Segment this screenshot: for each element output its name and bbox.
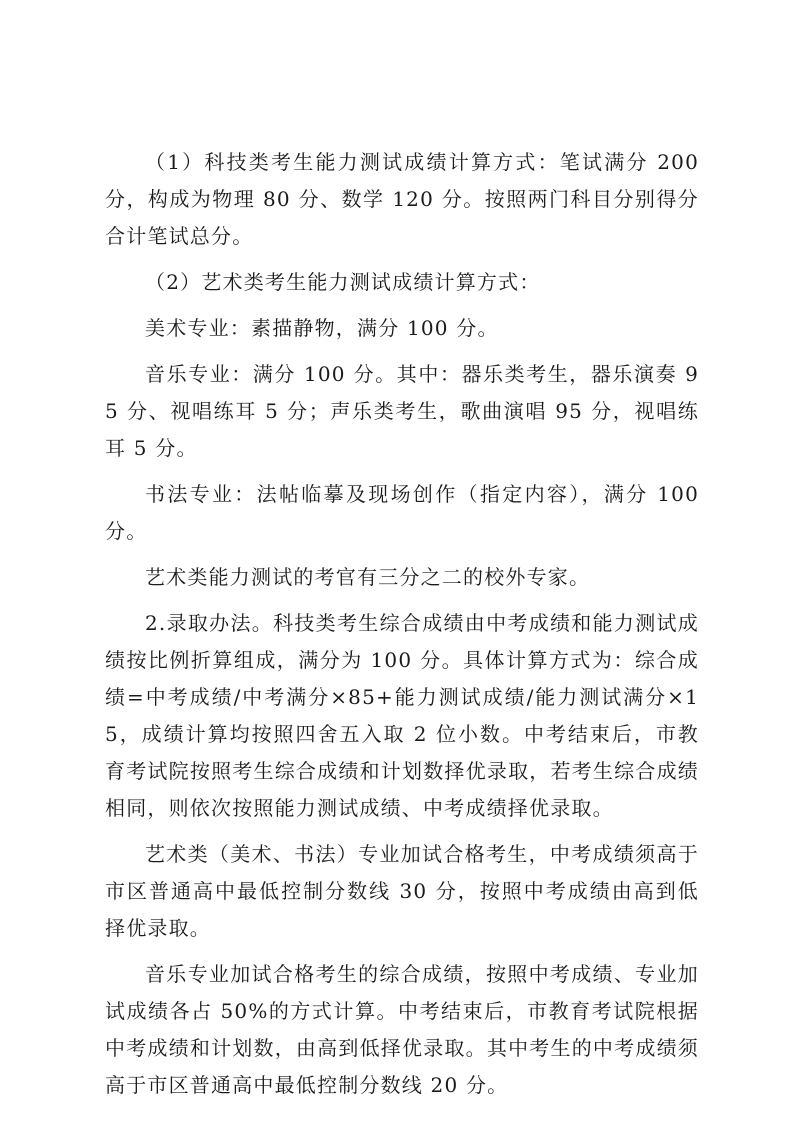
paragraph-examiners: 艺术类能力测试的考官有三分之二的校外专家。 (145, 565, 591, 589)
paragraph-art-score-heading: （2）艺术类考生能力测试成绩计算方式： (145, 270, 541, 294)
paragraph-music: 音乐专业：满分 100 分。其中：器乐类考生，器乐演奏 95 分、视唱练耳 5 分；声乐类考生，歌曲演唱 95 分，视唱练耳 5 分。 (105, 362, 699, 460)
paragraph-admission-method: 2.录取办法。科技类考生综合成绩由中考成绩和能力测试成绩按比例折算组成，满分为 100 分。具体计算方式为：综合成绩=中考成绩/中考满分×85+能力测试成绩/能力测试满分×15，成绩计算均按照四舍五入取 2 位小数。中考结束后，市教育考试院按照考生综合成绩和计划数择优录取，若考生综合成绩相同，则依次按照能力测试成绩、中考成绩择优录取。 (105, 611, 699, 820)
paragraph-fine-arts: 美术专业：素描静物，满分 100 分。 (145, 316, 499, 340)
paragraph-calligraphy: 书法专业：法帖临摹及现场创作（指定内容），满分 100 分。 (105, 482, 699, 543)
paragraph-music-admission: 音乐专业加试合格考生的综合成绩，按照中考成绩、专业加试成绩各占 50%的方式计算。中考结束后，市教育考试院根据中考成绩和计划数，由高到低择优录取。其中考生的中考成绩须高于市区普通高中最低控制分数线 20 分。 (105, 962, 699, 1097)
paragraph-art-admission: 艺术类（美术、书法）专业加试合格考生，中考成绩须高于市区普通高中最低控制分数线 30 分，按照中考成绩由高到低择优录取。 (105, 842, 699, 940)
paragraph-tech-score: （1）科技类考生能力测试成绩计算方式：笔试满分 200 分，构成为物理 80 分、数学 120 分。按照两门科目分别得分合计笔试总分。 (105, 150, 699, 248)
